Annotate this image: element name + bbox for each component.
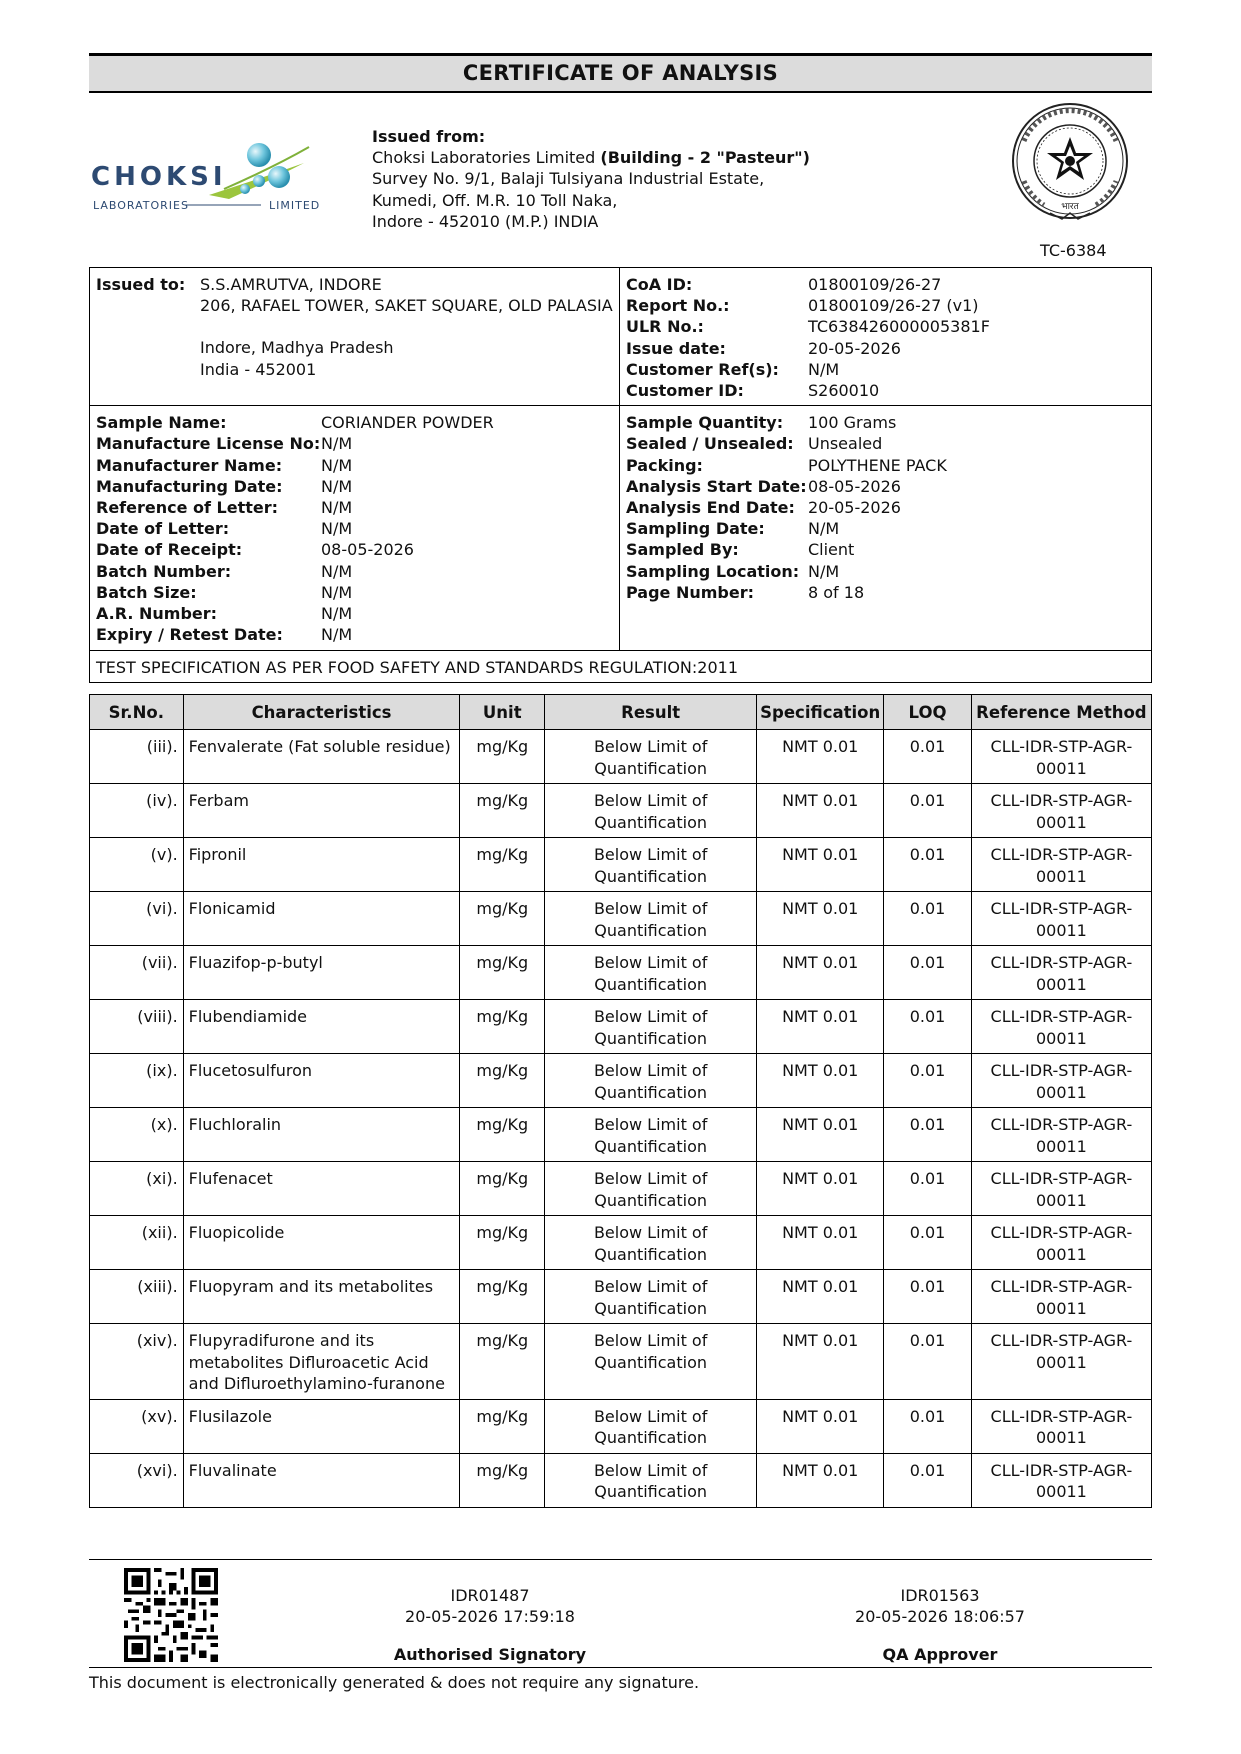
characteristic-cell: Fenvalerate (Fat soluble residue) bbox=[183, 730, 460, 784]
test-specification: TEST SPECIFICATION AS PER FOOD SAFETY AND STANDARDS REGULATION:2011 bbox=[90, 651, 1152, 683]
sample-row bbox=[96, 603, 614, 624]
result-cell: Below Limit of Quantification bbox=[545, 730, 757, 784]
sample-row bbox=[96, 497, 614, 518]
table-row bbox=[90, 1000, 1152, 1054]
specification-cell: NMT 0.01 bbox=[757, 838, 884, 892]
loq-cell: 0.01 bbox=[884, 1000, 972, 1054]
specification-cell: NMT 0.01 bbox=[757, 892, 884, 946]
loq-cell: 0.01 bbox=[884, 946, 972, 1000]
unit-cell: mg/Kg bbox=[460, 1216, 545, 1270]
specification-cell: NMT 0.01 bbox=[757, 1162, 884, 1216]
field-label: Packing: bbox=[625, 455, 703, 475]
result-cell: Below Limit of Quantification bbox=[545, 1324, 757, 1400]
field-label: Report No.: bbox=[625, 296, 730, 316]
analysis-row bbox=[626, 455, 1146, 476]
footer-note: This document is electronically generated & does not require any signature. bbox=[89, 1673, 700, 1692]
issued-to-lines bbox=[200, 274, 613, 380]
column-header: LOQ bbox=[884, 695, 972, 730]
table-row bbox=[90, 1162, 1152, 1216]
logo-sub-left: LABORATORIES bbox=[93, 199, 189, 212]
loq-cell: 0.01 bbox=[884, 784, 972, 838]
table-row bbox=[90, 1054, 1152, 1108]
coa-id-row bbox=[626, 274, 1146, 295]
field-value: Unsealed bbox=[807, 434, 883, 454]
signatory-id: IDR01487 bbox=[450, 1586, 530, 1605]
issuer-address bbox=[372, 126, 892, 232]
specification-cell: NMT 0.01 bbox=[757, 1108, 884, 1162]
result-cell: Below Limit of Quantification bbox=[545, 1054, 757, 1108]
table-row bbox=[90, 1270, 1152, 1324]
reference-method-cell: CLL-IDR-STP-AGR-00011 bbox=[971, 1453, 1151, 1507]
unit-cell: mg/Kg bbox=[460, 1000, 545, 1054]
column-header: Sr.No. bbox=[90, 695, 184, 730]
loq-cell: 0.01 bbox=[884, 1162, 972, 1216]
field-value: N/M bbox=[807, 359, 840, 379]
field-value: 01800109/26-27 (v1) bbox=[807, 296, 979, 316]
reference-method-cell: CLL-IDR-STP-AGR-00011 bbox=[971, 1162, 1151, 1216]
serial-number-cell: (viii). bbox=[90, 1000, 184, 1054]
characteristic-cell: Fluopyram and its metabolites bbox=[183, 1270, 460, 1324]
issuer-building: (Building - 2 "Pasteur") bbox=[600, 148, 810, 168]
unit-cell: mg/Kg bbox=[460, 946, 545, 1000]
characteristic-cell: Flufenacet bbox=[183, 1162, 460, 1216]
qr-code bbox=[124, 1568, 218, 1662]
qa-role: QA Approver bbox=[882, 1645, 998, 1664]
analysis-row bbox=[626, 518, 1146, 539]
field-value: N/M bbox=[321, 476, 353, 496]
field-value: 08-05-2026 bbox=[321, 540, 414, 560]
field-value: TC638426000005381F bbox=[807, 317, 990, 337]
field-label: Sampling Date: bbox=[625, 519, 765, 539]
loq-cell: 0.01 bbox=[884, 1453, 972, 1507]
authorised-signature-block bbox=[365, 1585, 615, 1665]
issue-date-row bbox=[626, 338, 1146, 359]
sample-row bbox=[96, 582, 614, 603]
specification-cell: NMT 0.01 bbox=[757, 1270, 884, 1324]
seal-text: भारत bbox=[1061, 202, 1079, 212]
field-label: Manufacturer Name: bbox=[96, 455, 283, 475]
reference-method-cell: CLL-IDR-STP-AGR-00011 bbox=[971, 1399, 1151, 1453]
column-header: Specification bbox=[757, 695, 884, 730]
characteristic-cell: Flubendiamide bbox=[183, 1000, 460, 1054]
field-label: A.R. Number: bbox=[96, 604, 218, 624]
unit-cell: mg/Kg bbox=[460, 838, 545, 892]
table-row bbox=[90, 1108, 1152, 1162]
field-label: Manufacture License No: bbox=[96, 434, 321, 454]
field-value: N/M bbox=[321, 519, 353, 539]
reference-method-cell: CLL-IDR-STP-AGR-00011 bbox=[971, 838, 1151, 892]
serial-number-cell: (v). bbox=[90, 838, 184, 892]
table-row bbox=[90, 1216, 1152, 1270]
footer-divider bbox=[89, 1559, 1152, 1560]
result-cell: Below Limit of Quantification bbox=[545, 1108, 757, 1162]
sample-row bbox=[96, 539, 614, 560]
field-label: Page Number: bbox=[625, 582, 754, 602]
qa-datetime: 20-05-2026 18:06:57 bbox=[855, 1607, 1025, 1626]
column-header: Result bbox=[545, 695, 757, 730]
issuer-company: Choksi Laboratories Limited bbox=[372, 148, 601, 168]
sample-row bbox=[96, 624, 614, 645]
field-label: Date of Receipt: bbox=[96, 540, 243, 560]
result-cell: Below Limit of Quantification bbox=[545, 946, 757, 1000]
column-header: Characteristics bbox=[183, 695, 460, 730]
ulr-no-row bbox=[626, 316, 1146, 337]
field-label: Manufacturing Date: bbox=[96, 476, 283, 496]
issuer-label: Issued from: bbox=[372, 127, 486, 146]
table-row bbox=[90, 1453, 1152, 1507]
reference-method-cell: CLL-IDR-STP-AGR-00011 bbox=[971, 1270, 1151, 1324]
reference-method-cell: CLL-IDR-STP-AGR-00011 bbox=[971, 1000, 1151, 1054]
table-row bbox=[90, 946, 1152, 1000]
issuer-line-3: Kumedi, Off. M.R. 10 Toll Naka, bbox=[372, 190, 618, 210]
field-label: Expiry / Retest Date: bbox=[96, 625, 283, 645]
issued-to-line: 206, RAFAEL TOWER, SAKET SQUARE, OLD PALASIA bbox=[200, 296, 613, 316]
field-label: Reference of Letter: bbox=[96, 498, 279, 518]
loq-cell: 0.01 bbox=[884, 1270, 972, 1324]
sample-row bbox=[96, 455, 614, 476]
characteristic-cell: Fipronil bbox=[183, 838, 460, 892]
specification-cell: NMT 0.01 bbox=[757, 1054, 884, 1108]
characteristic-cell: Fluchloralin bbox=[183, 1108, 460, 1162]
table-row bbox=[90, 1399, 1152, 1453]
document-title: CERTIFICATE OF ANALYSIS bbox=[89, 53, 1152, 93]
field-label: Issue date: bbox=[625, 338, 726, 358]
qa-id: IDR01563 bbox=[900, 1586, 980, 1605]
column-header: Unit bbox=[460, 695, 545, 730]
field-label: Batch Number: bbox=[96, 561, 232, 581]
analysis-row bbox=[626, 497, 1146, 518]
field-value: N/M bbox=[807, 519, 840, 539]
report-no-row bbox=[626, 295, 1146, 316]
specification-cell: NMT 0.01 bbox=[757, 1000, 884, 1054]
unit-cell: mg/Kg bbox=[460, 1108, 545, 1162]
sample-row bbox=[96, 433, 614, 454]
reference-method-cell: CLL-IDR-STP-AGR-00011 bbox=[971, 1108, 1151, 1162]
logo-sub-right: LIMITED bbox=[269, 199, 321, 212]
specification-cell: NMT 0.01 bbox=[757, 1453, 884, 1507]
field-label: Sampled By: bbox=[625, 540, 739, 560]
unit-cell: mg/Kg bbox=[460, 1453, 545, 1507]
specification-cell: NMT 0.01 bbox=[757, 730, 884, 784]
field-label: Sample Name: bbox=[96, 413, 227, 433]
unit-cell: mg/Kg bbox=[460, 1324, 545, 1400]
sample-row bbox=[96, 518, 614, 539]
footer-divider-bottom bbox=[89, 1667, 1152, 1668]
table-row bbox=[90, 730, 1152, 784]
characteristic-cell: Flucetosulfuron bbox=[183, 1054, 460, 1108]
field-label: Sample Quantity: bbox=[625, 413, 784, 433]
field-label: Date of Letter: bbox=[96, 519, 230, 539]
serial-number-cell: (xiii). bbox=[90, 1270, 184, 1324]
specification-cell: NMT 0.01 bbox=[757, 1324, 884, 1400]
loq-cell: 0.01 bbox=[884, 1108, 972, 1162]
logo-name: CHOKSI bbox=[91, 162, 227, 192]
field-label: CoA ID: bbox=[625, 275, 693, 294]
issued-to-line bbox=[200, 316, 613, 337]
unit-cell: mg/Kg bbox=[460, 892, 545, 946]
issued-to-line: India - 452001 bbox=[200, 359, 317, 379]
loq-cell: 0.01 bbox=[884, 838, 972, 892]
reference-method-cell: CLL-IDR-STP-AGR-00011 bbox=[971, 946, 1151, 1000]
characteristic-cell: Fluvalinate bbox=[183, 1453, 460, 1507]
issuer-line-2: Survey No. 9/1, Balaji Tulsiyana Industrial Estate, bbox=[372, 169, 765, 189]
characteristic-cell: Flupyradifurone and its metabolites Difluroacetic Acid and Difluroethylamino-furanone bbox=[183, 1324, 460, 1400]
unit-cell: mg/Kg bbox=[460, 1399, 545, 1453]
coa-cell bbox=[619, 268, 1151, 406]
field-value: 20-05-2026 bbox=[807, 498, 901, 518]
issued-to-cell bbox=[90, 268, 620, 406]
issuer-line-1 bbox=[372, 147, 892, 168]
signatory-datetime: 20-05-2026 17:59:18 bbox=[405, 1607, 575, 1626]
analysis-row bbox=[626, 561, 1146, 582]
characteristic-cell: Fluazifop-p-butyl bbox=[183, 946, 460, 1000]
field-value: N/M bbox=[321, 582, 353, 602]
field-value: N/M bbox=[321, 604, 353, 624]
specification-cell: NMT 0.01 bbox=[757, 784, 884, 838]
field-label: ULR No.: bbox=[625, 317, 704, 337]
field-value: 08-05-2026 bbox=[807, 476, 901, 496]
serial-number-cell: (xv). bbox=[90, 1399, 184, 1453]
sample-details-cell bbox=[90, 406, 620, 651]
result-cell: Below Limit of Quantification bbox=[545, 838, 757, 892]
field-value: N/M bbox=[321, 455, 353, 475]
issuer-line-4: Indore - 452010 (M.P.) INDIA bbox=[372, 211, 599, 231]
customer-id-row bbox=[626, 380, 1146, 401]
accreditation-code: TC-6384 bbox=[1040, 241, 1107, 260]
results-table bbox=[89, 694, 1152, 1508]
analysis-row bbox=[626, 476, 1146, 497]
serial-number-cell: (xiv). bbox=[90, 1324, 184, 1400]
result-cell: Below Limit of Quantification bbox=[545, 1216, 757, 1270]
table-row bbox=[90, 838, 1152, 892]
loq-cell: 0.01 bbox=[884, 892, 972, 946]
characteristic-cell: Flusilazole bbox=[183, 1399, 460, 1453]
reference-method-cell: CLL-IDR-STP-AGR-00011 bbox=[971, 1216, 1151, 1270]
field-value: N/M bbox=[321, 625, 353, 645]
loq-cell: 0.01 bbox=[884, 1216, 972, 1270]
field-value: 01800109/26-27 bbox=[807, 275, 942, 294]
field-label: Sampling Location: bbox=[625, 561, 800, 581]
customer-ref-row bbox=[626, 359, 1146, 380]
table-row bbox=[90, 784, 1152, 838]
serial-number-cell: (ix). bbox=[90, 1054, 184, 1108]
field-value: 20-05-2026 bbox=[807, 338, 901, 358]
result-cell: Below Limit of Quantification bbox=[545, 1399, 757, 1453]
result-cell: Below Limit of Quantification bbox=[545, 1162, 757, 1216]
qa-signature-block bbox=[815, 1585, 1065, 1665]
specification-cell: NMT 0.01 bbox=[757, 1216, 884, 1270]
reference-method-cell: CLL-IDR-STP-AGR-00011 bbox=[971, 1054, 1151, 1108]
result-cell: Below Limit of Quantification bbox=[545, 1453, 757, 1507]
field-label: Analysis Start Date: bbox=[625, 476, 807, 496]
field-label: Sealed / Unsealed: bbox=[625, 434, 794, 454]
table-row bbox=[90, 892, 1152, 946]
unit-cell: mg/Kg bbox=[460, 730, 545, 784]
loq-cell: 0.01 bbox=[884, 1054, 972, 1108]
unit-cell: mg/Kg bbox=[460, 1054, 545, 1108]
issued-to-line: S.S.AMRUTVA, INDORE bbox=[200, 275, 382, 294]
specification-cell: NMT 0.01 bbox=[757, 946, 884, 1000]
field-label: Analysis End Date: bbox=[625, 498, 795, 518]
unit-cell: mg/Kg bbox=[460, 784, 545, 838]
field-value: CORIANDER POWDER bbox=[321, 413, 494, 433]
serial-number-cell: (xvi). bbox=[90, 1453, 184, 1507]
sample-row bbox=[96, 412, 614, 433]
results-header-row bbox=[90, 695, 1152, 730]
result-cell: Below Limit of Quantification bbox=[545, 784, 757, 838]
field-value: N/M bbox=[321, 561, 353, 581]
characteristic-cell: Fluopicolide bbox=[183, 1216, 460, 1270]
serial-number-cell: (vii). bbox=[90, 946, 184, 1000]
analysis-row bbox=[626, 582, 1146, 603]
analysis-details-cell bbox=[619, 406, 1151, 651]
reference-method-cell: CLL-IDR-STP-AGR-00011 bbox=[971, 1324, 1151, 1400]
accreditation-seal-icon bbox=[1010, 101, 1130, 221]
field-value: POLYTHENE PACK bbox=[807, 455, 947, 475]
reference-method-cell: CLL-IDR-STP-AGR-00011 bbox=[971, 892, 1151, 946]
info-table bbox=[89, 267, 1152, 683]
loq-cell: 0.01 bbox=[884, 730, 972, 784]
loq-cell: 0.01 bbox=[884, 1399, 972, 1453]
serial-number-cell: (xii). bbox=[90, 1216, 184, 1270]
unit-cell: mg/Kg bbox=[460, 1162, 545, 1216]
field-value: 100 Grams bbox=[807, 413, 897, 433]
characteristic-cell: Flonicamid bbox=[183, 892, 460, 946]
field-value: N/M bbox=[807, 561, 840, 581]
column-header: Reference Method bbox=[971, 695, 1151, 730]
result-cell: Below Limit of Quantification bbox=[545, 892, 757, 946]
unit-cell: mg/Kg bbox=[460, 1270, 545, 1324]
sample-row bbox=[96, 561, 614, 582]
reference-method-cell: CLL-IDR-STP-AGR-00011 bbox=[971, 730, 1151, 784]
field-label: Batch Size: bbox=[96, 582, 197, 602]
choksi-logo bbox=[89, 137, 349, 217]
serial-number-cell: (x). bbox=[90, 1108, 184, 1162]
field-value: 8 of 18 bbox=[807, 582, 865, 602]
issued-to-label: Issued to: bbox=[96, 275, 186, 294]
analysis-row bbox=[626, 412, 1146, 433]
issued-to-line: Indore, Madhya Pradesh bbox=[200, 338, 394, 358]
signatory-role: Authorised Signatory bbox=[393, 1645, 587, 1664]
field-value: N/M bbox=[321, 498, 353, 518]
field-value: S260010 bbox=[807, 381, 880, 401]
serial-number-cell: (iii). bbox=[90, 730, 184, 784]
serial-number-cell: (xi). bbox=[90, 1162, 184, 1216]
analysis-row bbox=[626, 539, 1146, 560]
sample-row bbox=[96, 476, 614, 497]
serial-number-cell: (vi). bbox=[90, 892, 184, 946]
result-cell: Below Limit of Quantification bbox=[545, 1000, 757, 1054]
analysis-row bbox=[626, 433, 1146, 454]
specification-cell: NMT 0.01 bbox=[757, 1399, 884, 1453]
reference-method-cell: CLL-IDR-STP-AGR-00011 bbox=[971, 784, 1151, 838]
serial-number-cell: (iv). bbox=[90, 784, 184, 838]
loq-cell: 0.01 bbox=[884, 1324, 972, 1400]
field-value: Client bbox=[807, 540, 855, 560]
field-label: Customer ID: bbox=[625, 381, 744, 401]
table-row bbox=[90, 1324, 1152, 1400]
field-label: Customer Ref(s): bbox=[625, 359, 779, 379]
characteristic-cell: Ferbam bbox=[183, 784, 460, 838]
result-cell: Below Limit of Quantification bbox=[545, 1270, 757, 1324]
field-value: N/M bbox=[321, 434, 353, 454]
